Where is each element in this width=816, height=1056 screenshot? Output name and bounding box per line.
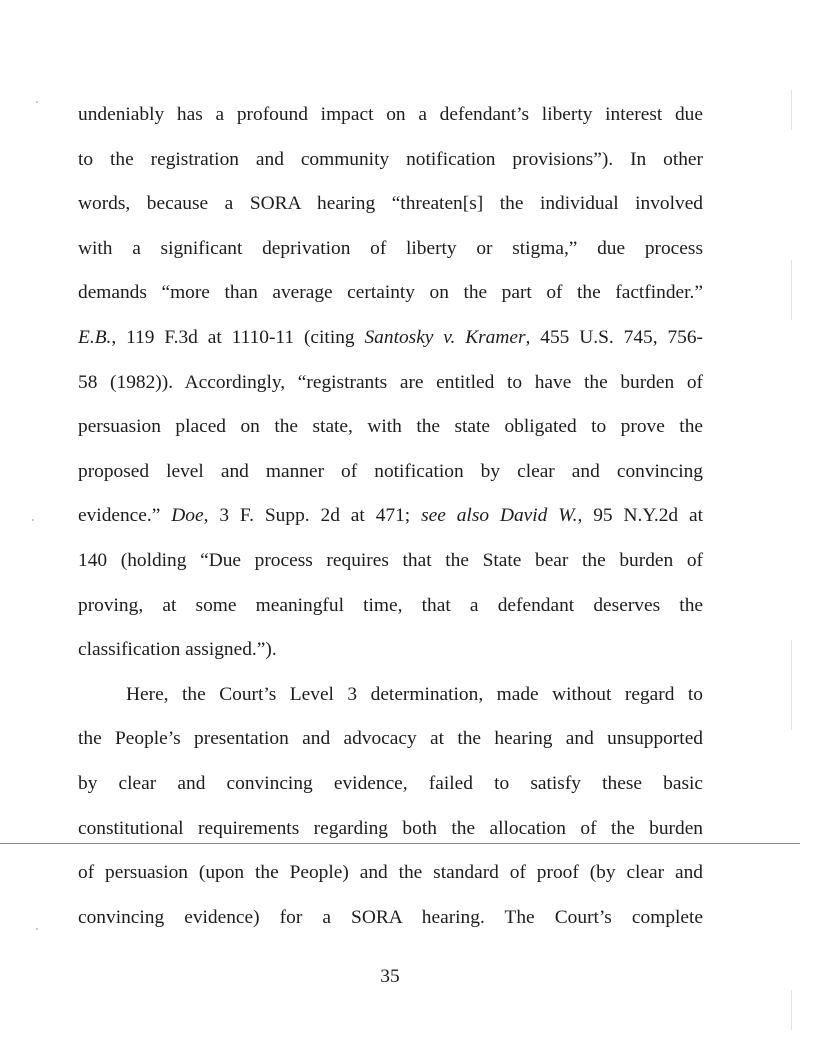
text-line: to the registration and community notification provisions”). In other [78,148,703,170]
body-text [78,93,703,940]
text-line: of persuasion (upon the People) and the standard of proof (by clear and [78,862,703,884]
text-line: constitutional requirements regarding both the allocation of the burden [78,817,703,839]
scan-speck [36,101,38,103]
scan-speck [36,928,38,930]
case-name: Doe [171,505,204,527]
scan-rule-line [0,843,800,844]
text-line: demands “more than average certainty on the part of the factfinder.” [78,282,703,304]
citation-text: , 95 N.Y.2d at [577,505,703,527]
text-line: classification assigned.”). [78,639,277,661]
citation-text: , 119 F.3d at 1110-11 (citing [111,326,365,348]
text-line: with a significant deprivation of liberty or stigma,” due process [78,237,703,259]
text-line: proposed level and manner of notification by clear and convincing [78,460,703,482]
citation-text: evidence.” [78,505,172,527]
text-line: 140 (holding “Due process requires that the State bear the burden of [78,549,703,571]
scan-edge-mark [791,990,792,1030]
text-line: persuasion placed on the state, with the state obligated to prove the [78,416,703,438]
scan-edge-mark [791,640,792,730]
case-name: see also David W. [421,505,578,527]
text-line: 58 (1982)). Accordingly, “registrants are entitled to have the burden of [78,371,703,393]
text-line: by clear and convincing evidence, failed to satisfy these basic [78,772,703,794]
citation-text: , 3 F. Supp. 2d at 471; [203,505,422,527]
citation-line [78,316,703,361]
case-name: Santosky v. Kramer [364,326,526,348]
citation-text: , 455 U.S. 745, 756- [525,326,703,348]
paragraph-first-line: Here, the Court’s Level 3 determination, made without regard to [126,683,703,705]
scan-edge-mark [791,260,792,320]
page-number: 35 [380,966,400,987]
scan-speck [32,519,34,521]
case-name: E.B. [78,326,112,348]
text-line: proving, at some meaningful time, that a defendant deserves the [78,594,703,616]
text-line: convincing evidence) for a SORA hearing. The Court’s complete [78,906,703,928]
text-line: words, because a SORA hearing “threaten[s] the individual involved [78,193,703,215]
text-line: the People’s presentation and advocacy at the hearing and unsupported [78,728,703,750]
citation-line [78,494,703,539]
text-line: undeniably has a profound impact on a defendant’s liberty interest due [78,104,703,125]
scan-edge-mark [791,90,792,130]
